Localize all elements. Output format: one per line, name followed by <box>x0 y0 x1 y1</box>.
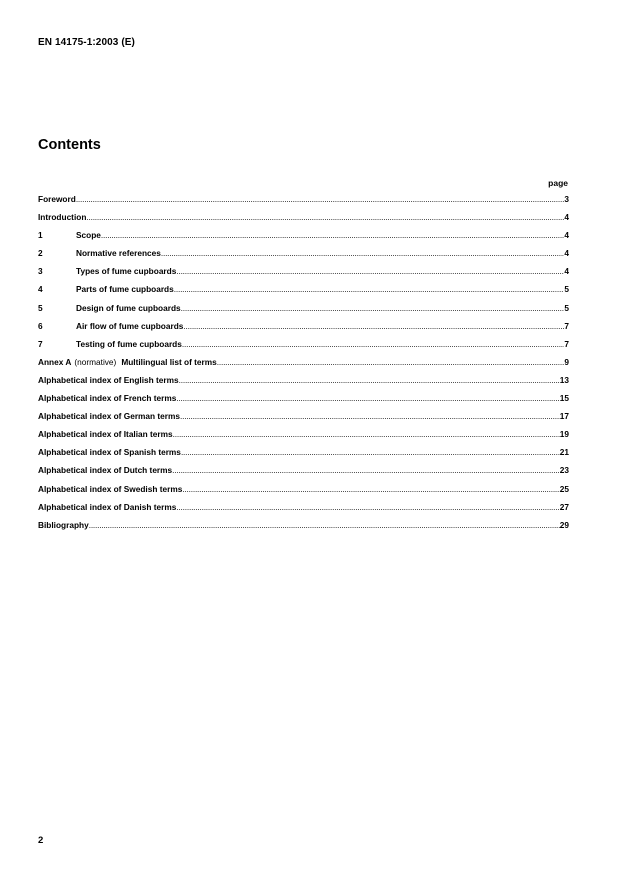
toc-entry-design-of-fume-cupboards[interactable] <box>38 303 569 321</box>
toc-entry-title: Alphabetical index of Swedish terms <box>38 483 183 494</box>
toc-leader-dots <box>89 520 560 530</box>
toc-entry-page: 4 <box>564 212 569 223</box>
toc-entry-foreword[interactable] <box>38 194 569 212</box>
toc-entry-page: 15 <box>559 393 569 404</box>
toc-entry-annex-a[interactable] <box>38 357 569 375</box>
toc-entry-index-italian[interactable] <box>38 429 569 447</box>
toc-leader-dots <box>176 266 564 276</box>
contents-title: Contents <box>38 137 101 153</box>
toc-entry-title: Normative references <box>76 248 161 259</box>
toc-entry-page: 29 <box>559 519 569 530</box>
toc-leader-dots <box>176 502 559 512</box>
toc-entry-page: 27 <box>559 501 569 512</box>
toc-leader-dots <box>181 447 560 457</box>
toc-leader-dots <box>86 212 564 222</box>
toc-entry-testing-of-fume-cupboards[interactable] <box>38 339 569 357</box>
toc-leader-dots <box>161 248 565 258</box>
toc-entry-index-french[interactable] <box>38 393 569 411</box>
toc-entry-types-of-fume-cupboards[interactable] <box>38 266 569 284</box>
toc-entry-page: 9 <box>564 356 569 367</box>
toc-entry-title: Introduction <box>38 212 87 223</box>
toc-entry-number: 6 <box>38 320 43 331</box>
toc-entry-index-german[interactable] <box>38 411 569 429</box>
toc-entry-index-spanish[interactable] <box>38 447 569 465</box>
toc-entry-title: Air flow of fume cupboards <box>76 320 184 331</box>
toc-leader-dots <box>101 230 564 240</box>
toc-entry-parts-of-fume-cupboards[interactable] <box>38 284 569 302</box>
toc-entry-note: (normative) <box>74 356 117 367</box>
toc-entry-normative-references[interactable] <box>38 248 569 266</box>
toc-entry-index-swedish[interactable] <box>38 484 569 502</box>
toc-entry-page: 23 <box>559 465 569 476</box>
toc-entry-title: Alphabetical index of Spanish terms <box>38 447 181 458</box>
toc-entry-title: Types of fume cupboards <box>76 266 177 277</box>
toc-leader-dots <box>172 465 560 475</box>
toc-entry-page: 3 <box>564 194 569 204</box>
toc-entry-page: 5 <box>564 302 569 313</box>
toc-entry-page: 4 <box>564 266 569 277</box>
toc-entry-page: 7 <box>564 320 569 331</box>
toc-entry-page: 7 <box>564 338 569 349</box>
toc-entry-page: 5 <box>564 284 569 295</box>
toc-leader-dots <box>181 303 565 313</box>
toc-entry-subtitle: Multilingual list of terms <box>121 356 217 367</box>
toc-entry-title: Alphabetical index of English terms <box>38 374 179 385</box>
toc-entry-page: 17 <box>559 411 569 422</box>
toc-leader-dots <box>173 429 560 439</box>
toc-entry-index-dutch[interactable] <box>38 465 569 483</box>
toc-leader-dots <box>180 411 560 421</box>
toc-entry-title: Annex A <box>38 356 72 367</box>
toc-entry-number: 3 <box>38 266 43 277</box>
toc-entry-title: Alphabetical index of Danish terms <box>38 501 177 512</box>
toc-entry-page: 21 <box>559 447 569 458</box>
toc-leader-dots <box>183 321 564 331</box>
toc-leader-dots <box>176 393 559 403</box>
toc-entry-index-danish[interactable] <box>38 502 569 520</box>
page-column-label: page <box>548 178 568 188</box>
page-number: 2 <box>38 835 44 846</box>
toc-entry-title: Design of fume cupboards <box>76 302 181 313</box>
toc-entry-scope[interactable] <box>38 230 569 248</box>
toc-leader-dots <box>182 339 565 349</box>
document-header: EN 14175-1:2003 (E) <box>38 37 135 48</box>
toc-entry-number: 7 <box>38 338 43 349</box>
toc-entry-title: Testing of fume cupboards <box>76 338 182 349</box>
toc-entry-title: Bibliography <box>38 519 89 530</box>
toc-leader-dots <box>217 357 565 367</box>
toc-entry-index-english[interactable] <box>38 375 569 393</box>
toc-entry-number: 1 <box>38 230 43 241</box>
toc-entry-air-flow-of-fume-cupboards[interactable] <box>38 321 569 339</box>
toc-entry-page: 13 <box>559 374 569 385</box>
toc-entry-introduction[interactable] <box>38 212 569 230</box>
toc-entry-title: Foreword <box>38 194 76 204</box>
toc-leader-dots <box>76 194 565 204</box>
toc-entry-bibliography[interactable] <box>38 520 569 538</box>
toc-entry-page: 4 <box>564 248 569 259</box>
toc-entry-title: Parts of fume cupboards <box>76 284 174 295</box>
toc-entry-title: Scope <box>76 230 101 241</box>
toc-leader-dots <box>179 375 560 385</box>
toc-entry-page: 25 <box>559 483 569 494</box>
toc-entry-page: 4 <box>564 230 569 241</box>
toc-entry-number: 4 <box>38 284 43 295</box>
toc-entry-title: Alphabetical index of German terms <box>38 411 181 422</box>
toc-entry-title: Alphabetical index of French terms <box>38 393 177 404</box>
toc-leader-dots <box>174 284 565 294</box>
toc-entry-title: Alphabetical index of Dutch terms <box>38 465 173 476</box>
toc-entry-number: 5 <box>38 302 43 313</box>
toc-leader-dots <box>182 484 559 494</box>
toc-entry-number: 2 <box>38 248 43 259</box>
toc-entry-page: 19 <box>559 429 569 440</box>
toc-entry-title: Alphabetical index of Italian terms <box>38 429 173 440</box>
table-of-contents <box>38 194 569 538</box>
